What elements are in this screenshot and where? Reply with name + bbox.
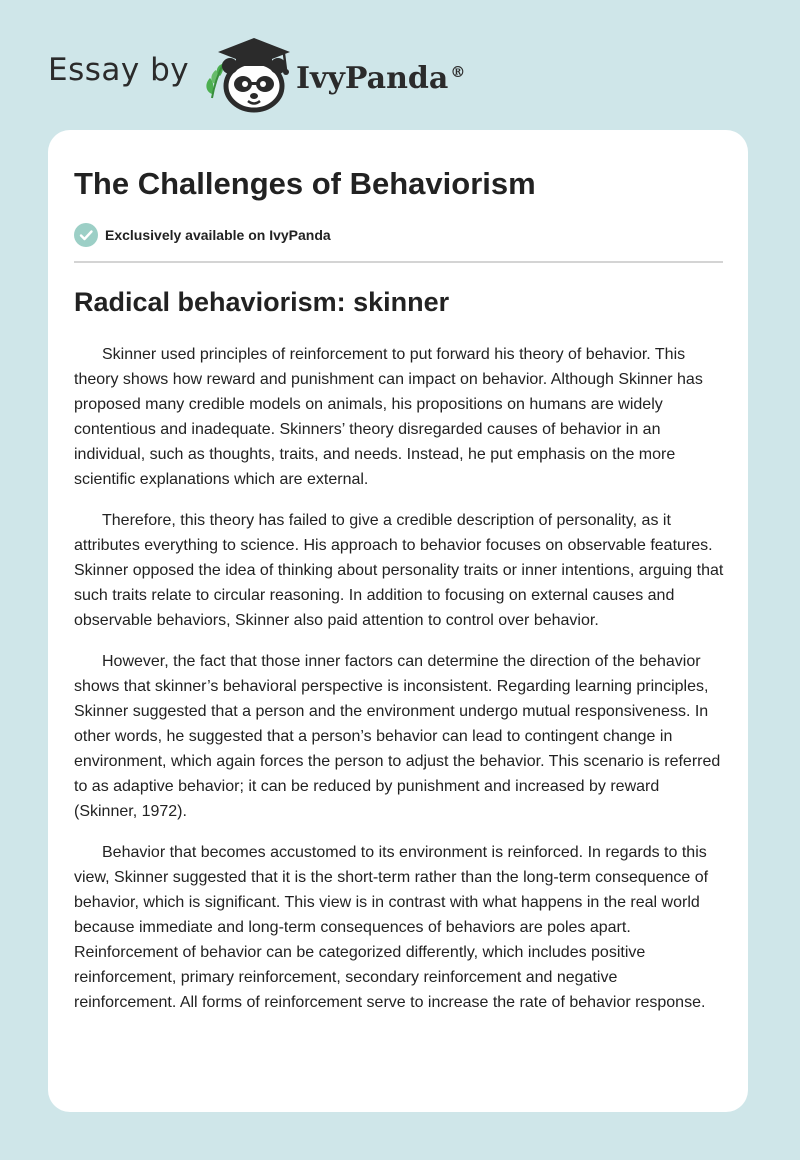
divider [74,261,723,263]
exclusive-badge-text: Exclusively available on IvyPanda [105,227,331,243]
paragraph: Behavior that becomes accustomed to its environment is reinforced. In regards to this view, Skinner suggested that it is the short-term rather than the long-term consequence of behavior, which is significant. This view is in contrast with what happens in the real world because immediate and long-term consequences of behaviors are poles apart. Reinforcement of behavior can be categorized differently, which includes positive reinforcement, primary reinforcement, secondary reinforcement and negative reinforcement. All forms of reinforcement serve to increase the rate of behavior response. [74,844,709,1011]
leaf-icon [206,62,224,98]
essay-card [48,130,748,1112]
paragraph: Skinner used principles of reinforcement to put forward his theory of behavior. This theory shows how reward and punishment can impact on behavior. Although Skinner has proposed many credible models on animals, his propositions on humans are widely contentious and inadequate. Skinners’ theory disregarded causes of behavior in an individual, such as thoughts, traits, and needs. Instead, he put emphasis on the more scientific explanations which are external. [74,346,703,488]
essay-by-label: Essay by [48,52,190,88]
section-heading: Radical behaviorism: skinner [74,287,450,317]
paragraph: Therefore, this theory has failed to give a credible description of personality, as it attributes everything to science. His approach to behavior focuses on observable features. Skinner opposed the idea of thinking about personality traits or inner intentions, arguing that such traits relate to circular reasoning. In addition to focusing on external causes and observable behaviors, Skinner also paid attention to control over behavior. [74,512,724,629]
essay-body [74,342,724,1031]
exclusive-badge [74,222,331,248]
brand-name-text: IvyPanda [296,61,449,96]
brand-name[interactable] [296,52,465,99]
check-circle-icon [74,223,98,247]
panda-logo-icon[interactable] [200,34,292,114]
site-header [0,0,800,128]
paragraph: However, the fact that those inner factors can determine the direction of the behavior shows that skinner’s behavioral perspective is inconsistent. Regarding learning principles, Skinner suggested that a person and the environment undergo mutual responsiveness. In other words, he suggested that a person’s behavior can lead to contingent change in environment, which again forces the person to adjust the behavior. This scenario is referred to as adaptive behavior; it can be reduced by punishment and increased by reward (Skinner, 1972). [74,653,721,820]
registered-mark: ® [450,63,466,81]
page-title: The Challenges of Behaviorism [74,166,536,201]
